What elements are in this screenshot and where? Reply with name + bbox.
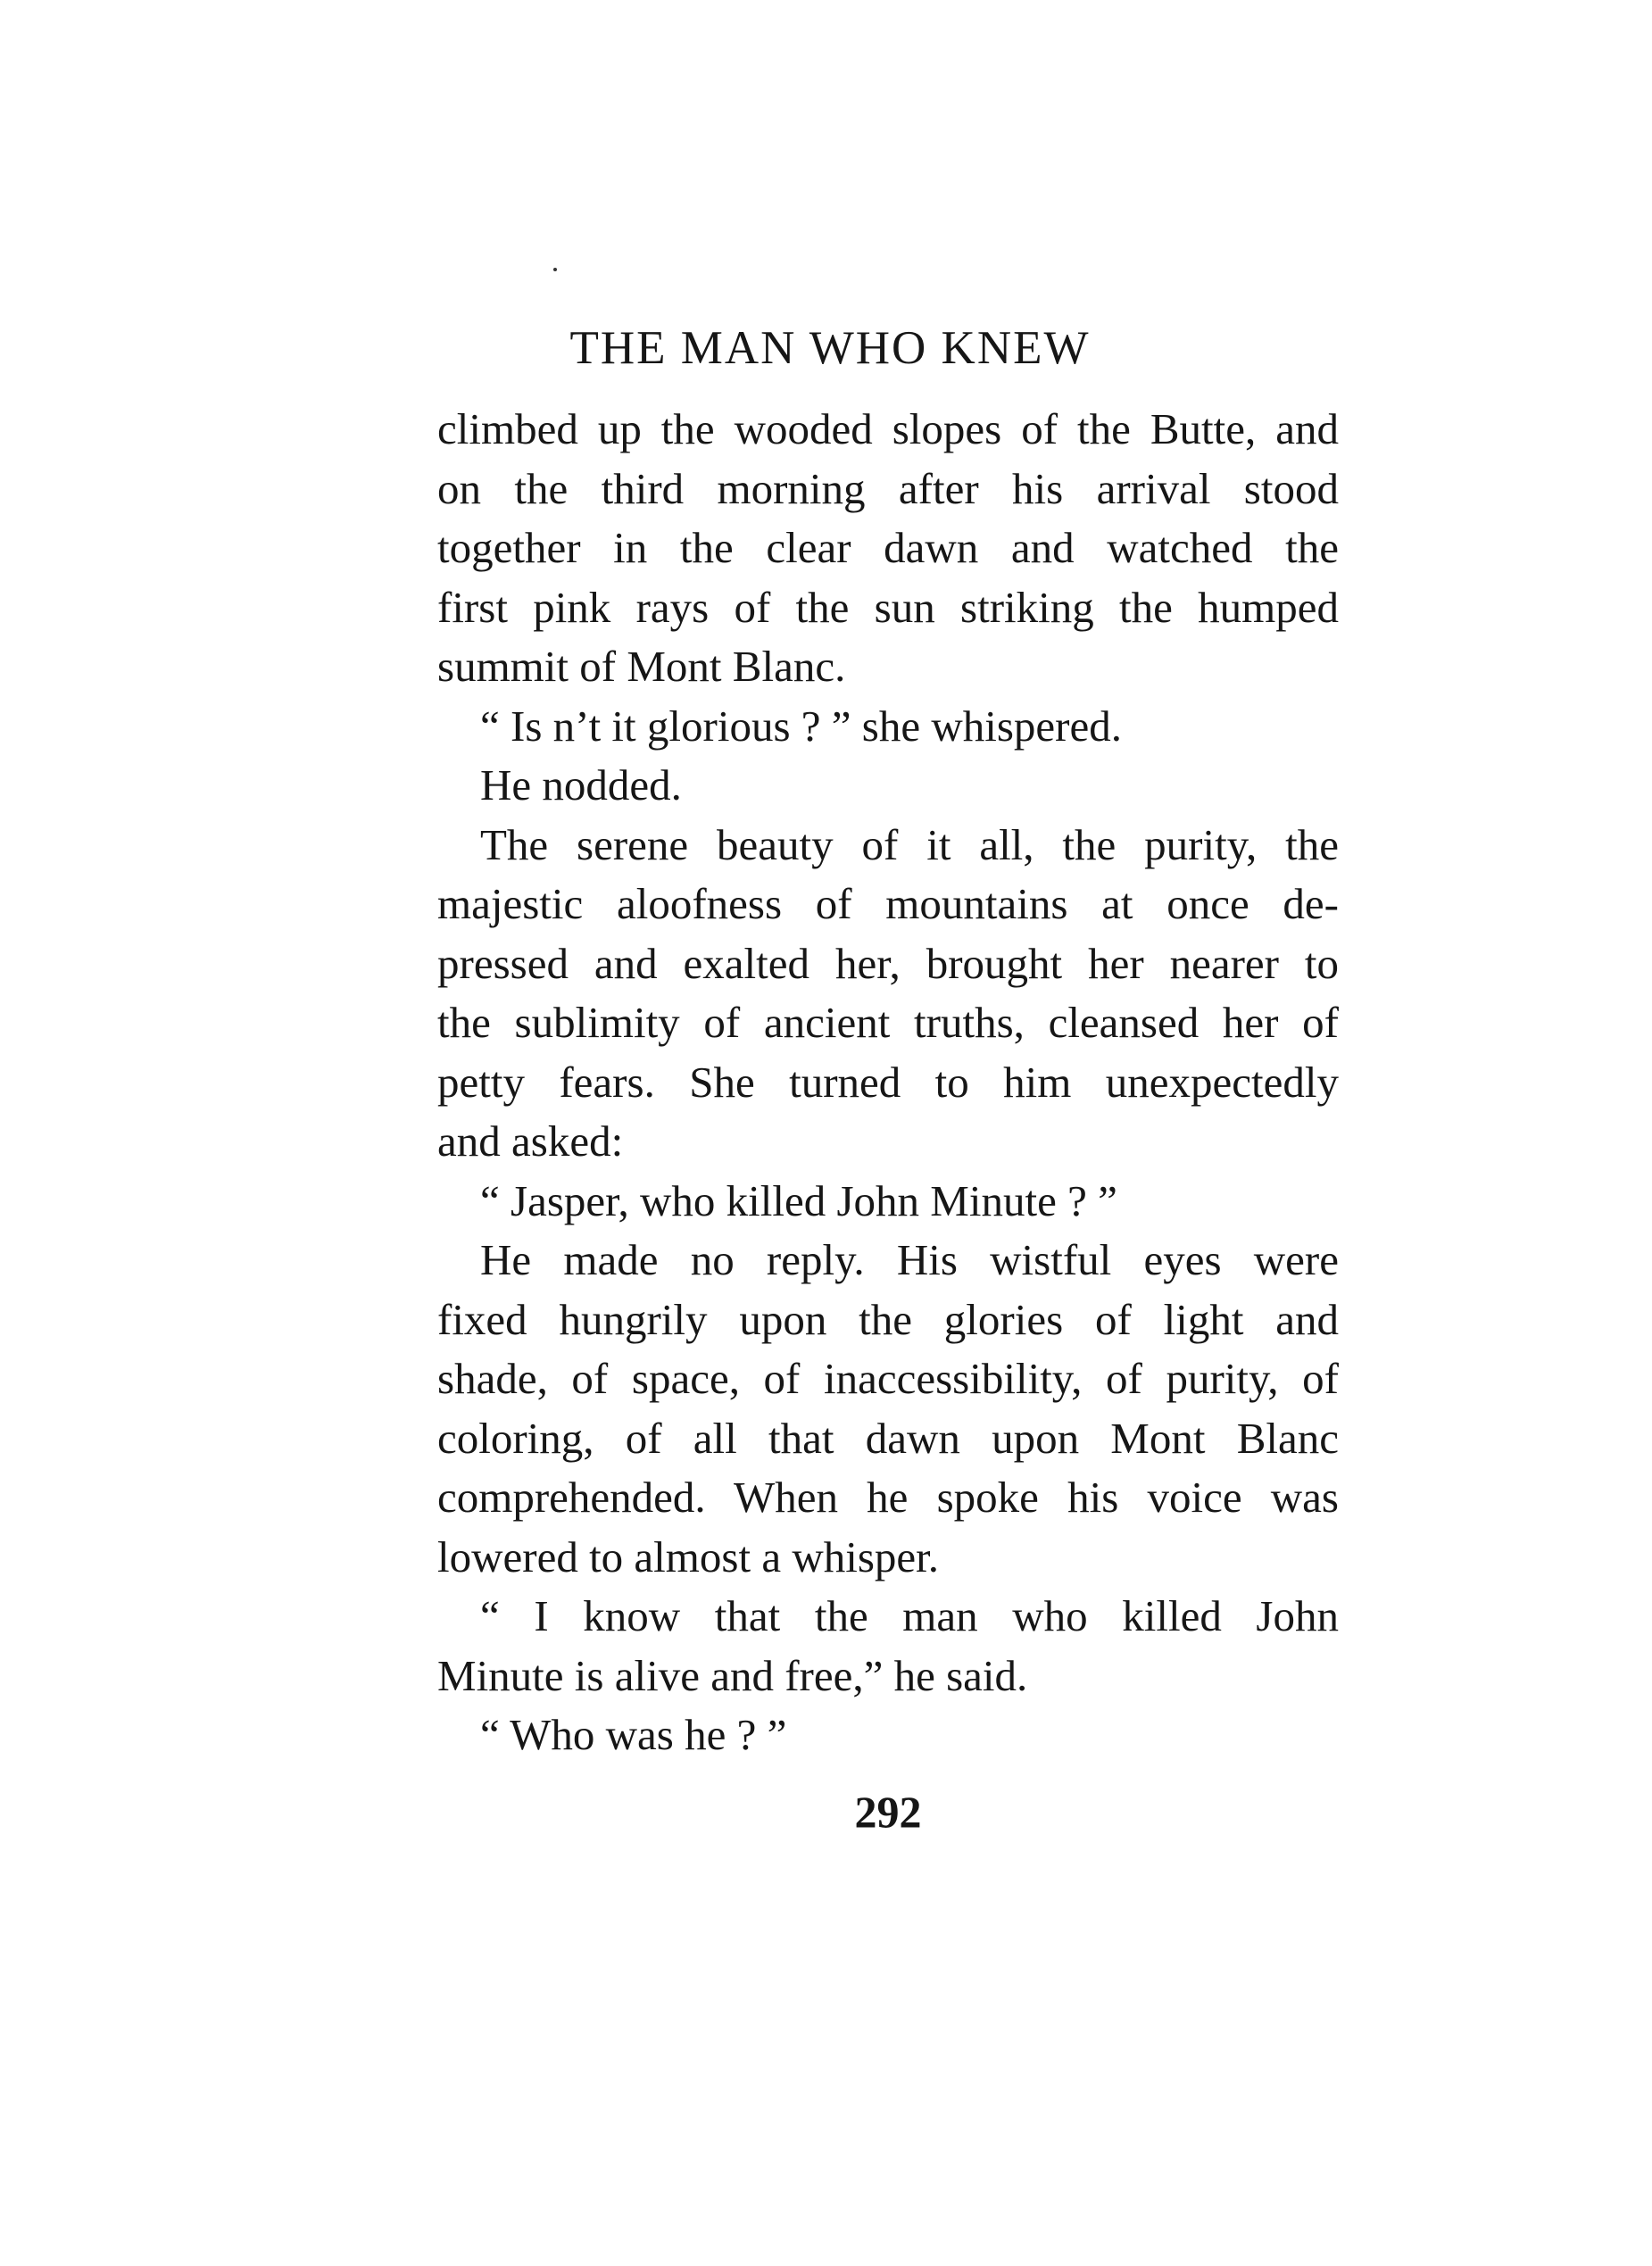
text-line: Minute is alive and free,” he said. [437, 1650, 1028, 1700]
text-line: The serene beauty of it all, the purity, the [480, 819, 1339, 869]
text-line: petty fears. She turned to him unexpectedly [437, 1057, 1339, 1107]
running-head: THE MAN WHO KNEW [569, 322, 1091, 374]
text-line: on the third morning after his arrival stood [437, 463, 1339, 513]
page-number: 292 [854, 1787, 922, 1837]
text-line: summit of Mont Blanc. [437, 642, 846, 691]
text-line: shade, of space, of inaccessibility, of purity, of [437, 1354, 1339, 1403]
text-line: fixed hungrily upon the glories of light and [437, 1294, 1339, 1344]
body-text [437, 400, 1339, 1765]
text-line: “ Jasper, who killed John Minute ? ” [480, 1175, 1117, 1225]
text-line: and asked: [437, 1116, 624, 1166]
text-line: climbed up the wooded slopes of the Butte, and [437, 404, 1339, 453]
text-line: majestic aloofness of mountains at once de- [437, 879, 1339, 928]
text-line: He nodded. [480, 760, 682, 809]
text-line: together in the clear dawn and watched the [437, 523, 1339, 572]
text-line: coloring, of all that dawn upon Mont Blanc [437, 1413, 1339, 1463]
text-line: pressed and exalted her, brought her nearer to [437, 938, 1339, 988]
text-line: “ Is n’t it glorious ? ” she whispered. [480, 701, 1122, 751]
text-line: comprehended. When he spoke his voice was [437, 1473, 1339, 1522]
text-line: lowered to almost a whisper. [437, 1531, 940, 1581]
ink-speck [553, 268, 557, 271]
text-line: He made no reply. His wistful eyes were [480, 1235, 1339, 1284]
text-line: “ Who was he ? ” [480, 1710, 787, 1759]
text-line: “ I know that the man who killed John [480, 1591, 1339, 1640]
text-line: first pink rays of the sun striking the humped [437, 582, 1339, 632]
text-line: the sublimity of ancient truths, cleansed her of [437, 998, 1339, 1047]
